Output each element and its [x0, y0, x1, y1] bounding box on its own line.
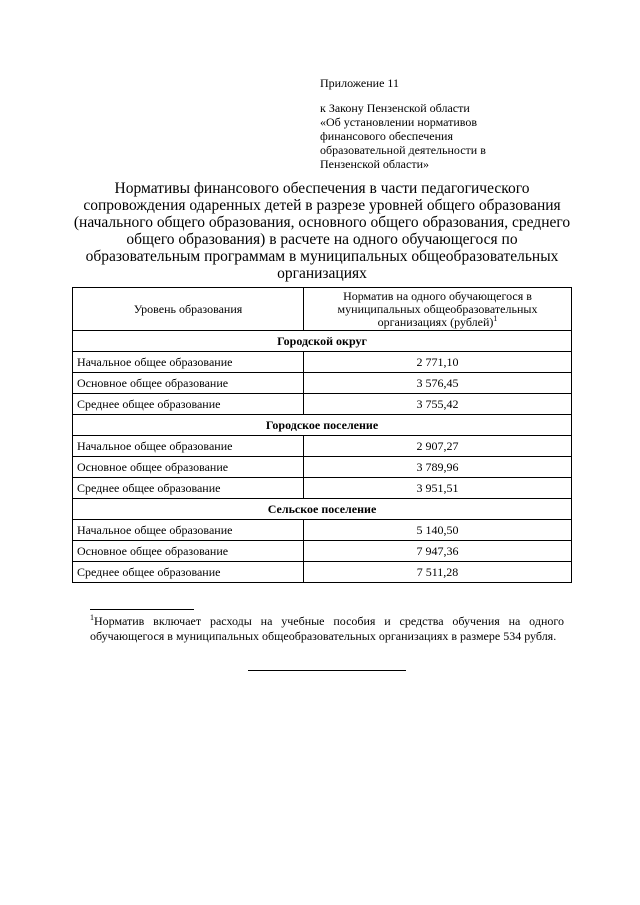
table-header-row [73, 288, 572, 331]
section-title: Сельское поселение [73, 499, 572, 520]
end-divider [248, 670, 406, 671]
table-row [73, 541, 572, 562]
value-cell: 3 951,51 [304, 478, 572, 499]
column-header-norm [304, 288, 572, 331]
title-line: организациях [277, 265, 367, 282]
table-row [73, 394, 572, 415]
table-row [73, 352, 572, 373]
title-line: сопровождения одаренных детей в разрезе уровней общего образования [83, 197, 561, 214]
section-title: Городское поселение [73, 415, 572, 436]
value-cell: 7 511,28 [304, 562, 572, 583]
table-row [73, 373, 572, 394]
table-row [73, 457, 572, 478]
value-cell: 2 907,27 [304, 436, 572, 457]
level-cell: Начальное общее образование [73, 520, 304, 541]
appendix-reference-line: к Закону Пензенской области [320, 101, 470, 115]
appendix-reference-line: Пензенской области» [320, 157, 429, 171]
appendix-heading: Приложение 11 [320, 76, 399, 90]
document-title [70, 180, 574, 282]
table-row [73, 562, 572, 583]
section-row [73, 331, 572, 352]
level-cell: Среднее общее образование [73, 394, 304, 415]
level-cell: Основное общее образование [73, 541, 304, 562]
level-cell: Основное общее образование [73, 373, 304, 394]
level-cell: Среднее общее образование [73, 562, 304, 583]
column-header-norm-text: Норматив на одного обучающегося в муниципальных общеобразовательных организациях (рублей) [337, 288, 538, 329]
level-cell: Основное общее образование [73, 457, 304, 478]
value-cell: 2 771,10 [304, 352, 572, 373]
table-row [73, 520, 572, 541]
title-line: (начального общего образования, основного общего образования, среднего [73, 214, 571, 231]
section-title: Городской округ [73, 331, 572, 352]
value-cell: 3 755,42 [304, 394, 572, 415]
value-cell: 5 140,50 [304, 520, 572, 541]
value-cell: 3 789,96 [304, 457, 572, 478]
norms-table [72, 287, 572, 583]
appendix-reference-line: «Об установлении нормативов [320, 115, 478, 129]
appendix-reference-line: финансового обеспечения [320, 129, 453, 143]
footnote [90, 614, 564, 644]
footnote-mark: 1 [493, 313, 498, 323]
footnote-separator [90, 609, 194, 610]
level-cell: Начальное общее образование [73, 436, 304, 457]
table-row [73, 478, 572, 499]
footnote-number: 1 [90, 613, 94, 622]
table-row [73, 436, 572, 457]
title-line: общего образования) в расчете на одного обучающегося по [126, 231, 518, 248]
appendix-reference-line: образовательной деятельности в [320, 143, 486, 157]
value-cell: 3 576,45 [304, 373, 572, 394]
column-header-level: Уровень образования [73, 288, 304, 331]
section-row [73, 415, 572, 436]
level-cell: Начальное общее образование [73, 352, 304, 373]
level-cell: Среднее общее образование [73, 478, 304, 499]
title-line: Нормативы финансового обеспечения в части педагогического [114, 180, 530, 197]
footnote-text: Норматив включает расходы на учебные пособия и средства обучения на одного обучающегося в муниципальных общеобразовательных организациях в размере 534 рубля. [90, 614, 564, 643]
section-row [73, 499, 572, 520]
value-cell: 7 947,36 [304, 541, 572, 562]
appendix-block [320, 76, 550, 171]
title-line: образовательным программам в муниципальных общеобразовательных [85, 248, 559, 265]
